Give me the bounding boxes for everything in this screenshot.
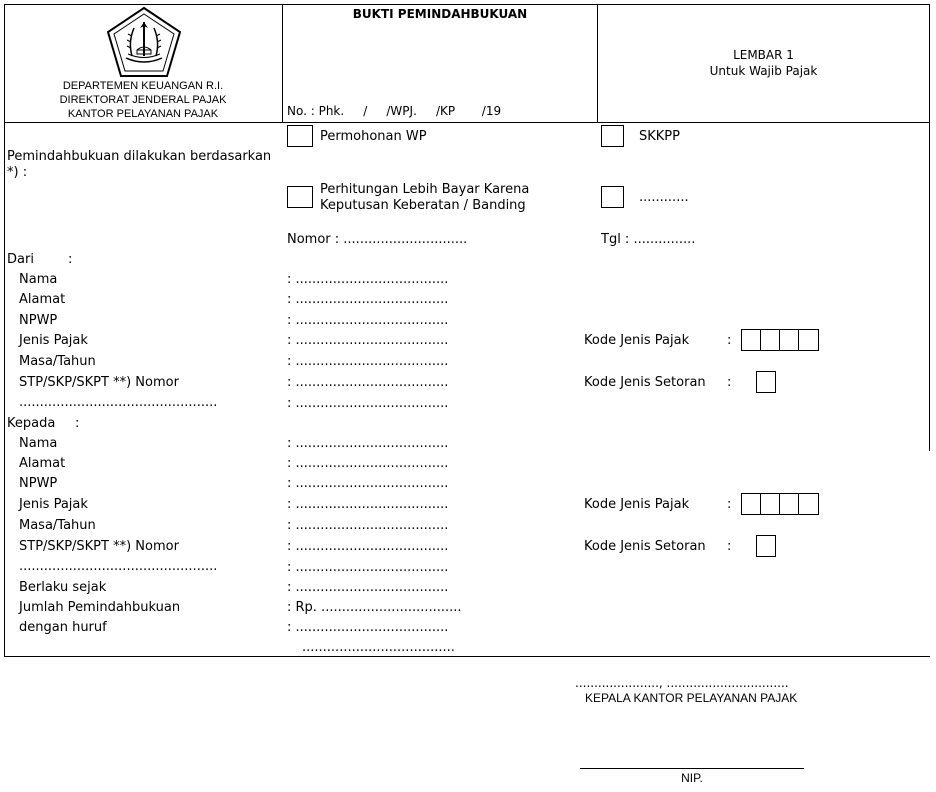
- basis-tgl: Tgl : ...............: [601, 232, 696, 247]
- signature-line: [580, 768, 804, 769]
- org-line-3: KANTOR PELAYANAN PAJAK: [67, 108, 219, 120]
- dari-kode-jenis-pajak-label: Kode Jenis Pajak: [584, 333, 690, 348]
- dari-kode-jenis-setoran-label: Kode Jenis Setoran: [584, 375, 706, 390]
- org-line-1: DEPARTEMEN KEUANGAN R.I.: [62, 80, 224, 92]
- option-permohonan-wp: Permohonan WP: [320, 129, 427, 144]
- dari-fill-nama[interactable]: : .....................................: [287, 272, 449, 287]
- ministry-logo: [104, 6, 184, 78]
- kepada-label-huruf: dengan huruf: [19, 620, 107, 635]
- dari-fill-stp[interactable]: : .....................................: [287, 375, 449, 390]
- kepada-fill-berlaku[interactable]: : .....................................: [287, 580, 449, 595]
- dari-kode-jenis-setoran-colon: :: [727, 375, 732, 390]
- option-other: ............: [639, 190, 689, 205]
- option-lebih-bayar-1: Perhitungan Lebih Bayar Karena: [320, 182, 530, 197]
- kepada-kode-jenis-pajak-box-4[interactable]: [798, 493, 819, 515]
- dari-label-stp: STP/SKP/SKPT **) Nomor: [19, 375, 179, 390]
- kepada-label-stp: STP/SKP/SKPT **) Nomor: [19, 539, 179, 554]
- kepada-fill-huruf[interactable]: : .....................................: [287, 620, 449, 635]
- dari-label-nama: Nama: [19, 272, 58, 287]
- dari-heading-colon: :: [68, 252, 73, 267]
- sheet-label: LEMBAR 1: [733, 48, 794, 62]
- kepada-kode-jenis-setoran-box[interactable]: [756, 535, 776, 557]
- form-title: BUKTI PEMINDAHBUKUAN: [352, 7, 528, 21]
- header-divider-1: [282, 4, 283, 122]
- dari-fill-masa-tahun[interactable]: : .....................................: [287, 354, 449, 369]
- dari-kode-jenis-pajak-box-4[interactable]: [798, 329, 819, 351]
- kepada-kode-jenis-pajak-label: Kode Jenis Pajak: [584, 497, 690, 512]
- dari-kode-jenis-setoran-box[interactable]: [756, 371, 776, 393]
- kepada-label-jenis-pajak: Jenis Pajak: [19, 497, 88, 512]
- form-number: No. : Phk. / /WPJ. /KP /19: [287, 104, 502, 118]
- kepada-fill-extra[interactable]: : .....................................: [287, 560, 449, 575]
- dari-label-masa-tahun: Masa/Tahun: [19, 354, 96, 369]
- kepada-heading-colon: :: [75, 416, 80, 431]
- kepada-fill-nama[interactable]: : .....................................: [287, 436, 449, 451]
- checkbox-permohonan-wp[interactable]: [287, 125, 313, 147]
- kepada-label-alamat: Alamat: [19, 456, 66, 471]
- kepada-fill-npwp[interactable]: : .....................................: [287, 476, 449, 491]
- kepada-label-berlaku: Berlaku sejak: [19, 580, 107, 595]
- dari-fill-extra[interactable]: : .....................................: [287, 396, 449, 411]
- header-divider-2: [597, 4, 598, 122]
- basis-label: Pemindahbukuan dilakukan berdasarkan *) :: [7, 149, 272, 180]
- dari-kode-jenis-pajak-box-3[interactable]: [779, 329, 799, 351]
- dari-label-jenis-pajak: Jenis Pajak: [19, 333, 88, 348]
- frame-header-bottom: [4, 122, 930, 123]
- kepada-label-jumlah: Jumlah Pemindahbukuan: [19, 600, 181, 615]
- dari-kode-jenis-pajak-colon: :: [727, 333, 732, 348]
- signature-place-date[interactable]: ......................, ................................: [575, 676, 789, 690]
- dari-kode-jenis-pajak-box-2[interactable]: [760, 329, 780, 351]
- frame-right: [929, 4, 930, 451]
- kepada-label-extra: ................................................: [19, 559, 218, 574]
- dari-fill-jenis-pajak[interactable]: : .....................................: [287, 333, 449, 348]
- signature-position: KEPALA KANTOR PELAYANAN PAJAK: [585, 691, 798, 705]
- kepada-fill-huruf-cont[interactable]: .....................................: [302, 640, 455, 655]
- basis-nomor: Nomor : ..............................: [287, 232, 468, 247]
- dari-fill-npwp[interactable]: : .....................................: [287, 313, 449, 328]
- kepada-heading: Kepada: [7, 416, 56, 431]
- frame-top: [4, 4, 930, 5]
- kepada-fill-jenis-pajak[interactable]: : .....................................: [287, 497, 449, 512]
- kepada-fill-masa-tahun[interactable]: : .....................................: [287, 518, 449, 533]
- sheet-for: Untuk Wajib Pajak: [709, 64, 818, 78]
- kepada-fill-stp[interactable]: : .....................................: [287, 539, 449, 554]
- kepada-label-npwp: NPWP: [19, 476, 58, 491]
- kepada-label-nama: Nama: [19, 436, 58, 451]
- frame-left: [4, 4, 5, 657]
- kepada-kode-jenis-setoran-colon: :: [727, 539, 732, 554]
- kepada-kode-jenis-pajak-box-2[interactable]: [760, 493, 780, 515]
- kepada-kode-jenis-pajak-colon: :: [727, 497, 732, 512]
- signature-nip: NIP.: [681, 771, 703, 785]
- kepada-fill-jumlah[interactable]: : Rp. ..................................: [287, 600, 462, 615]
- dari-label-alamat: Alamat: [19, 292, 66, 307]
- checkbox-skkpp[interactable]: [601, 125, 624, 147]
- dari-kode-jenis-pajak-box-1[interactable]: [741, 329, 761, 351]
- frame-bottom: [4, 656, 930, 657]
- kepada-fill-alamat[interactable]: : .....................................: [287, 456, 449, 471]
- option-lebih-bayar-2: Keputusan Keberatan / Banding: [320, 198, 526, 213]
- kepada-label-masa-tahun: Masa/Tahun: [19, 518, 96, 533]
- dari-heading: Dari: [7, 252, 34, 267]
- kepada-kode-jenis-setoran-label: Kode Jenis Setoran: [584, 539, 706, 554]
- kepada-kode-jenis-pajak-box-1[interactable]: [741, 493, 761, 515]
- kepada-kode-jenis-pajak-box-3[interactable]: [779, 493, 799, 515]
- checkbox-lebih-bayar[interactable]: [287, 186, 313, 208]
- dari-label-npwp: NPWP: [19, 313, 58, 328]
- org-line-2: DIREKTORAT JENDERAL PAJAK: [59, 94, 227, 106]
- dari-fill-alamat[interactable]: : .....................................: [287, 292, 449, 307]
- dari-label-extra: ................................................: [19, 395, 218, 410]
- checkbox-other[interactable]: [601, 186, 624, 208]
- option-skkpp: SKKPP: [639, 129, 680, 144]
